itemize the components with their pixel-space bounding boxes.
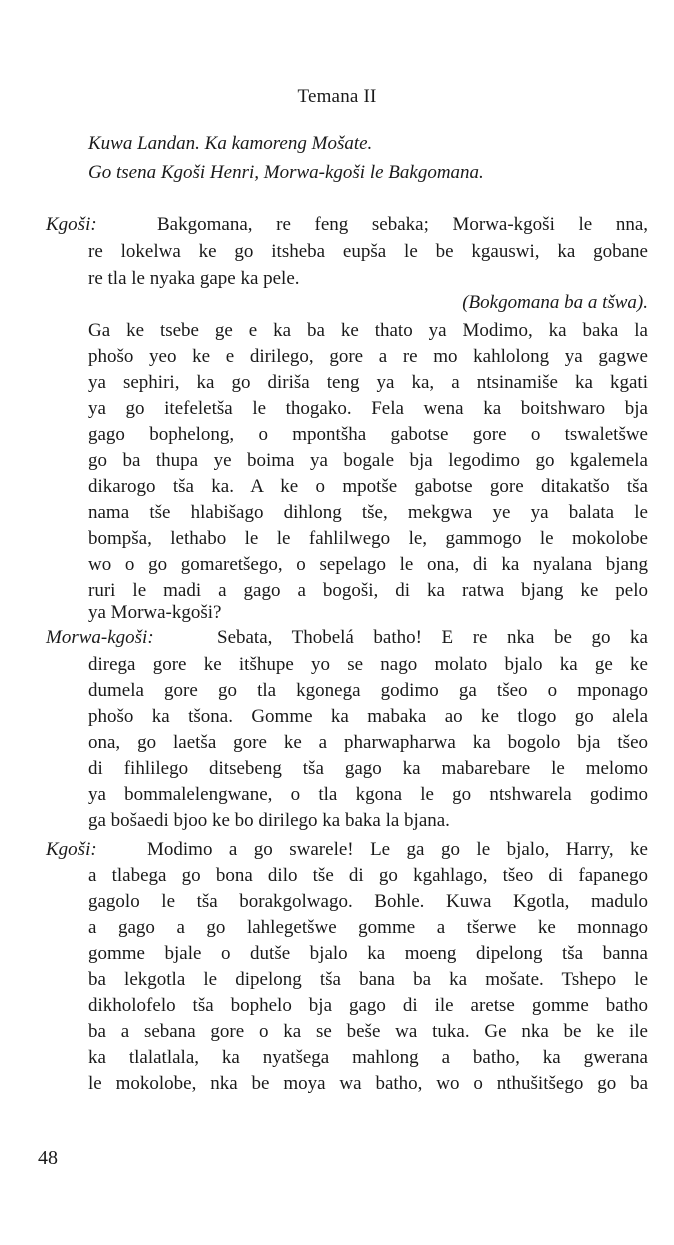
dialogue-line: direga gore ke itšhupe yo se nago molato bjalo ka ge ke	[88, 654, 648, 675]
dialogue-line: Sebata, Thobelá batho! E re nka be go ka	[217, 627, 648, 648]
dialogue-line: dumela gore go tla kgonega godimo ga tšeo o mponago	[88, 680, 648, 701]
dialogue-line: ya Morwa-kgoši?	[88, 602, 222, 623]
stage-setting-line: Kuwa Landan. Ka kamoreng Mošate.	[88, 133, 373, 154]
dialogue-line: re lokelwa ke go itsheba eupša le be kgauswi, ka gobane	[88, 241, 648, 262]
dialogue-line: ruri le madi a gago a bogoši, di ka ratwa bjang ke pelo	[88, 580, 648, 601]
dialogue-line: ya sephiri, ka go diriša teng ya ka, a ntsinamiše ka kgati	[88, 372, 648, 393]
dialogue-line: go ba thupa ye boima ya bogale bja legodimo go kgalemela	[88, 450, 648, 471]
dialogue-line: wo o go gomaretšego, o sepelago le ona, di ka nyalana bjang	[88, 554, 648, 575]
dialogue-line: ba a sebana gore o ka se beše wa tuka. Ge nka be ke ile	[88, 1021, 648, 1042]
speaker-label: Kgoši:	[46, 839, 97, 860]
dialogue-line: di fihlilego ditsebeng tša gago ka mabarebare le melomo	[88, 758, 648, 779]
dialogue-line: re tla le nyaka gape ka pele.	[88, 268, 300, 289]
dialogue-line: le mokolobe, nka be moya wa batho, wo o nthušitšego go ba	[88, 1073, 648, 1094]
dialogue-line: Modimo a go swarele! Le ga go le bjalo, Harry, ke	[147, 839, 648, 860]
dialogue-line: gagolo le tša borakgolwago. Bohle. Kuwa Kgotla, madulo	[88, 891, 648, 912]
dialogue-line: Ga ke tsebe ge e ka ba ke thato ya Modimo, ka baka la	[88, 320, 648, 341]
speaker-label: Morwa-kgoši:	[46, 627, 154, 648]
dialogue-line: bompša, lethabo le le fahlilwego le, gammogo le mokolobe	[88, 528, 648, 549]
chapter-heading: Temana II	[297, 86, 377, 107]
dialogue-line: nama tše hlabišago dihlong tše, mekgwa ye ya balata le	[88, 502, 648, 523]
stage-setting-line: Go tsena Kgoši Henri, Morwa-kgoši le Bakgomana.	[88, 162, 484, 183]
stage-direction: (Bokgomana ba a tšwa).	[462, 292, 648, 313]
dialogue-line: a gago a go lahlegetšwe gomme a tšerwe ke monnago	[88, 917, 648, 938]
page-number: 48	[38, 1147, 58, 1169]
dialogue-line: ga bošaedi bjoo ke bo dirilego ka baka la bjana.	[88, 810, 450, 831]
dialogue-line: ka tlalatlala, ka nyatšega mahlong a batho, ka gwerana	[88, 1047, 648, 1068]
dialogue-line: ya bommalelengwane, o tla kgona le go ntshwarela godimo	[88, 784, 648, 805]
speaker-label: Kgoši:	[46, 214, 97, 235]
dialogue-line: Bakgomana, re feng sebaka; Morwa-kgoši le nna,	[157, 214, 648, 235]
dialogue-line: phošo ka tšona. Gomme ka mabaka ao ke tlogo go alela	[88, 706, 648, 727]
dialogue-line: dikholofelo tša bophelo bja gago di ile aretse gomme batho	[88, 995, 648, 1016]
dialogue-line: ya go itefeletša le thogako. Fela wena ka boitshwaro bja	[88, 398, 648, 419]
dialogue-line: a tlabega go bona dilo tše di go kgahlago, tšeo di fapanego	[88, 865, 648, 886]
dialogue-line: phošo yeo ke e dirilego, gore a re mo kahlolong ya gagwe	[88, 346, 648, 367]
dialogue-line: dikarogo tša ka. A ke o mpotše gabotse gore ditakatšo tša	[88, 476, 648, 497]
dialogue-line: gomme bjale o dutše bjalo ka moeng dipelong tša banna	[88, 943, 648, 964]
dialogue-line: ona, go laetša gore ke a pharwapharwa ka bogolo bja tšeo	[88, 732, 648, 753]
dialogue-line: ba lekgotla le dipelong tša bana ba ka mošate. Tshepo le	[88, 969, 648, 990]
dialogue-line: gago bophelong, o mpontšha gabotse gore o tswaletšwe	[88, 424, 648, 445]
